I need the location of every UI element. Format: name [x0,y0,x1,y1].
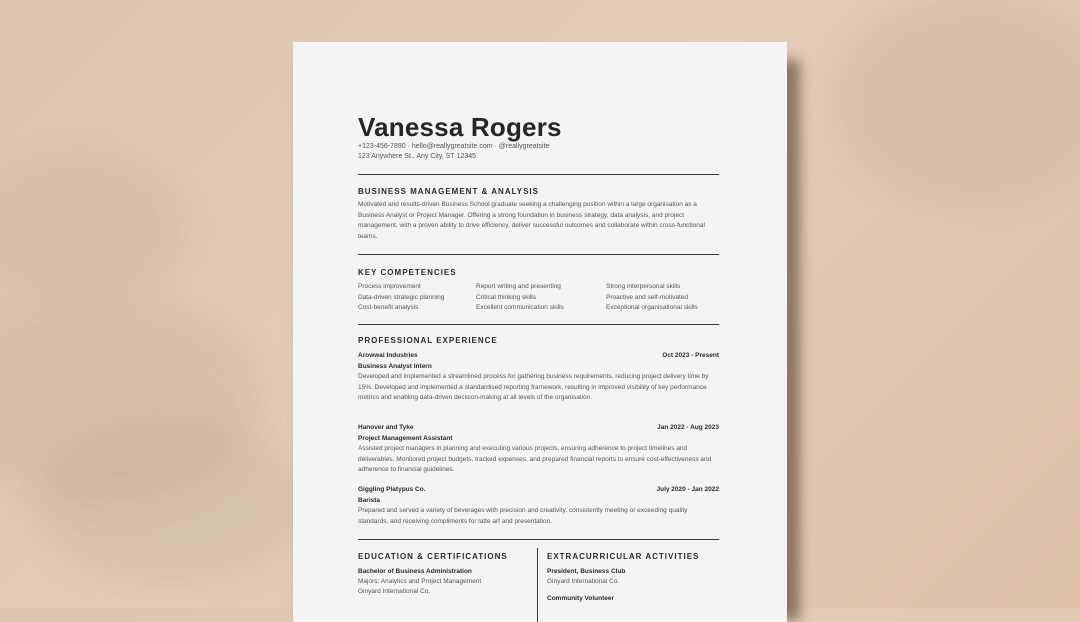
degree: Bachelor of Business Administration [358,568,472,575]
divider [358,539,719,540]
job-dates: Jan 2022 - Aug 2023 [657,424,719,431]
job-company: Arowwai Industries [358,352,418,359]
job-entry [358,485,719,527]
role-title: President, Business Club [547,568,626,575]
divider [358,174,719,175]
plant-shadow [0,160,180,300]
majors: Majors: Analytics and Project Management [358,578,482,585]
divider [358,324,719,325]
job-company: Giggling Platypus Co. [358,486,426,493]
competency-item: Process improvement [358,283,421,290]
job-company: Hanover and Tyke [358,424,414,431]
competency-item: Report writing and presenting [476,283,561,290]
competency-item: Excellent communication skills [476,304,564,311]
plant-shadow [40,420,300,580]
competencies-list [358,282,719,314]
job-entry [358,423,719,476]
summary-text: Motivated and results-driven Business School graduate seeking a challenging position within a large organisation as a Business Analyst or Project Manager. Offering a strong foundation in business strategy, data analysis, and project management, with a proven ability to drive efficiency, deliver successful outcomes and collaborate within cross-functional teams. [358,201,705,240]
summary-heading: BUSINESS MANAGEMENT & ANALYSIS [358,187,539,196]
job-title: Business Analyst Intern [358,362,432,370]
job-dates: Oct 2023 - Present [662,352,719,359]
job-title: Project Management Assistant [358,434,453,442]
competency-item: Exceptional organisational skills [606,304,698,311]
competency-item: Cost-benefit analysis [358,304,419,311]
role-title: Community Volunteer [547,595,615,602]
education-heading: EDUCATION & CERTIFICATIONS [358,552,508,561]
job-description: Prepared and served a variety of beverages with precision and creativity, consistently meeting or exceeding quality standards, and receiving compliments for latte art and presentation. [358,507,688,525]
address-line: 123 Anywhere St., Any City, ST 12345 [358,153,477,160]
column-divider [537,548,538,622]
divider [358,254,719,255]
resume-document [293,42,787,622]
job-description: Assisted project managers in planning and executing various projects, ensuring adherence to project timelines and deliverables. Monitored project budgets, tracked expenses, and prepared financial reports to ensure cost-effectiveness and adherence to financial guidelines. [358,445,712,473]
extracurricular-heading: EXTRACURRICULAR ACTIVITIES [547,552,700,561]
job-title: Barista [358,496,381,504]
contact-info [358,142,549,162]
plant-shadow [840,0,1080,200]
contact-line: +123-456-7890 · hello@reallygreatsite.com · @reallygreatsite [358,143,550,150]
job-description: Developed and implemented a streamlined process for gathering business requirements, reducing project delivery time by 15%. Developed and implemented a standardised reporting framework, resulting in improved visibility of key performance metrics and enabling data-driven decision-making at all levels of the organisation. [358,373,709,401]
competency-item: Data-driven strategic planning [358,293,445,301]
job-dates: July 2020 - Jan 2022 [656,486,719,493]
education-section [358,552,533,597]
competency-item: Proactive and self-motivated [606,293,689,301]
extracurricular-section [547,552,719,604]
competency-item: Strong interpersonal skills [606,283,681,290]
job-entry [358,351,719,404]
school: Ginyard International Co. [358,588,431,595]
competencies-heading: KEY COMPETENCIES [358,268,457,277]
experience-heading: PROFESSIONAL EXPERIENCE [358,336,498,345]
role-org: Ginyard International Co. [547,578,620,585]
resume-name: Vanessa Rogers [358,112,562,142]
competency-item: Critical thinking skills [476,293,536,301]
